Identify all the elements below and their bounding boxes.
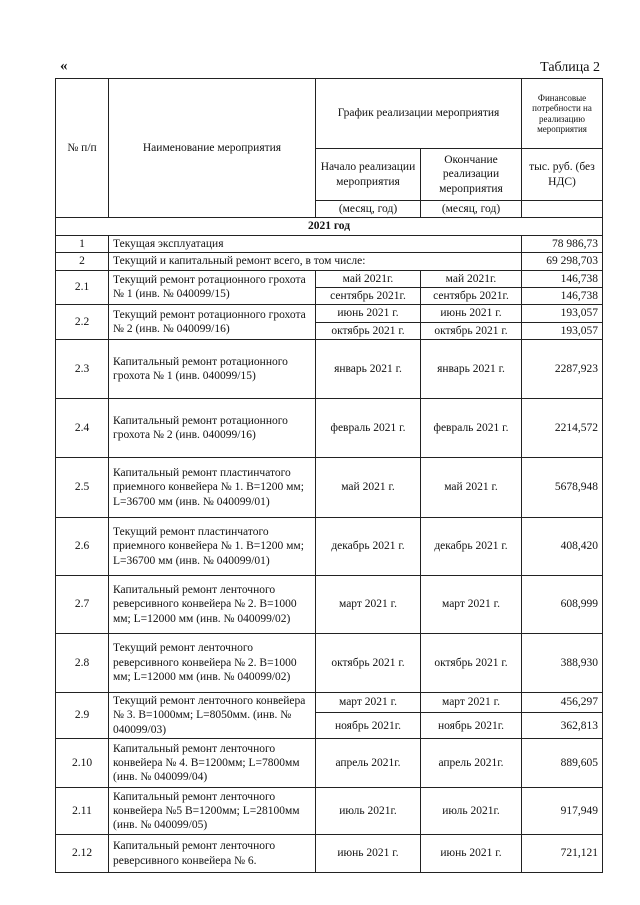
- row-num: 2.4: [56, 399, 109, 458]
- row-value: 456,297: [522, 693, 603, 713]
- row-name: Капитальный ремонт ленточного реверсивного конвейера № 2. B=1000 мм; L=12000 мм (инв. № 040099/02): [109, 576, 316, 634]
- table-row: [56, 518, 603, 576]
- row-num: 2: [56, 253, 109, 270]
- row-end: март 2021 г.: [421, 576, 522, 634]
- row-value: 917,949: [522, 788, 603, 835]
- row-end: май 2021г.: [421, 270, 522, 287]
- table-row: [56, 576, 603, 634]
- table-row: [56, 458, 603, 518]
- row-start: июнь 2021 г.: [316, 305, 421, 322]
- row-start: сентябрь 2021г.: [316, 287, 421, 304]
- row-start: июль 2021г.: [316, 788, 421, 835]
- row-value: 146,738: [522, 270, 603, 287]
- row-start: ноябрь 2021г.: [316, 713, 421, 739]
- row-end: сентябрь 2021г.: [421, 287, 522, 304]
- row-start: май 2021г.: [316, 270, 421, 287]
- row-value: 5678,948: [522, 458, 603, 518]
- row-name: Текущий ремонт ротационного грохота № 2 (инв. № 040099/16): [109, 305, 316, 340]
- row-num: 2.9: [56, 693, 109, 739]
- row-value: 408,420: [522, 518, 603, 576]
- row-end: декабрь 2021 г.: [421, 518, 522, 576]
- row-num: 2.8: [56, 634, 109, 693]
- row-start: октябрь 2021 г.: [316, 634, 421, 693]
- header-end: Окончание реализации мероприятия: [421, 149, 522, 201]
- row-name: Текущий ремонт ротационного грохота № 1 (инв. № 040099/15): [109, 270, 316, 305]
- row-value: 2287,923: [522, 340, 603, 399]
- row-num: 2.11: [56, 788, 109, 835]
- row-num: 2.5: [56, 458, 109, 518]
- row-name: Текущая эксплуатация: [109, 235, 522, 252]
- row-value: 2214,572: [522, 399, 603, 458]
- row-name: Текущий и капитальный ремонт всего, в том числе:: [109, 253, 522, 270]
- table-row: [56, 788, 603, 835]
- table-title: Таблица 2: [540, 60, 600, 75]
- row-end: июль 2021г.: [421, 788, 522, 835]
- row-value: 889,605: [522, 739, 603, 788]
- row-end: январь 2021 г.: [421, 340, 522, 399]
- row-start: июнь 2021 г.: [316, 835, 421, 873]
- table-row: [56, 399, 603, 458]
- header-month-year-end: (месяц, год): [421, 201, 522, 218]
- header-schedule: График реализации мероприятия: [316, 79, 522, 149]
- table-row: [56, 270, 603, 287]
- row-value: 146,738: [522, 287, 603, 304]
- row-start: апрель 2021г.: [316, 739, 421, 788]
- table-row: [56, 235, 603, 252]
- row-name: Капитальный ремонт ротационного грохота № 2 (инв. 040099/16): [109, 399, 316, 458]
- row-value: 193,057: [522, 305, 603, 322]
- row-name: Капитальный ремонт ленточного конвейера № 4. B=1200мм; L=7800мм (инв. № 040099/04): [109, 739, 316, 788]
- financial-needs-table: [55, 78, 603, 873]
- header-month-year-start: (месяц, год): [316, 201, 421, 218]
- row-start: февраль 2021 г.: [316, 399, 421, 458]
- header-empty-cell: [522, 201, 603, 218]
- row-name: Капитальный ремонт ленточного конвейера №5 B=1200мм; L=28100мм (инв. № 040099/05): [109, 788, 316, 835]
- header-name: Наименование мероприятия: [109, 79, 316, 218]
- row-start: январь 2021 г.: [316, 340, 421, 399]
- table-row: [56, 835, 603, 873]
- row-name: Капитальный ремонт ротационного грохота № 1 (инв. 040099/15): [109, 340, 316, 399]
- row-end: июнь 2021 г.: [421, 835, 522, 873]
- header-num: № п/п: [56, 79, 109, 218]
- row-num: 2.6: [56, 518, 109, 576]
- row-end: март 2021 г.: [421, 693, 522, 713]
- table-row: [56, 253, 603, 270]
- row-value: 193,057: [522, 322, 603, 339]
- row-num: 1: [56, 235, 109, 252]
- row-end: октябрь 2021 г.: [421, 634, 522, 693]
- row-value: 388,930: [522, 634, 603, 693]
- row-end: апрель 2021г.: [421, 739, 522, 788]
- row-num: 2.2: [56, 305, 109, 340]
- row-start: март 2021 г.: [316, 576, 421, 634]
- row-end: май 2021 г.: [421, 458, 522, 518]
- table-row: [56, 305, 603, 322]
- year-row: 2021 год: [56, 218, 603, 235]
- header-finance: Финансовые потребности на реализацию мероприятия: [522, 79, 603, 149]
- row-name: Капитальный ремонт ленточного реверсивного конвейера № 6.: [109, 835, 316, 873]
- row-start: октябрь 2021 г.: [316, 322, 421, 339]
- opening-quote-mark: «: [60, 58, 68, 74]
- row-start: март 2021 г.: [316, 693, 421, 713]
- row-value: 78 986,73: [522, 235, 603, 252]
- row-start: декабрь 2021 г.: [316, 518, 421, 576]
- row-value: 362,813: [522, 713, 603, 739]
- table-row: [56, 739, 603, 788]
- row-name: Текущий ремонт ленточного конвейера № 3. B=1000мм; L=8050мм. (инв. № 040099/03): [109, 693, 316, 739]
- row-name: Текущий ремонт ленточного реверсивного конвейера № 2. B=1000 мм; L=12000 мм (инв. № 040099/02): [109, 634, 316, 693]
- row-value: 69 298,703: [522, 253, 603, 270]
- row-value: 608,999: [522, 576, 603, 634]
- row-end: июнь 2021 г.: [421, 305, 522, 322]
- table-row: [56, 340, 603, 399]
- row-num: 2.7: [56, 576, 109, 634]
- header-start: Начало реализации мероприятия: [316, 149, 421, 201]
- row-num: 2.1: [56, 270, 109, 305]
- table-row: [56, 634, 603, 693]
- row-name: Капитальный ремонт пластинчатого приемного конвейера № 1. B=1200 мм; L=36700 мм (инв. № 040099/01): [109, 458, 316, 518]
- header-unit: тыс. руб. (без НДС): [522, 149, 603, 201]
- row-end: февраль 2021 г.: [421, 399, 522, 458]
- row-num: 2.12: [56, 835, 109, 873]
- row-value: 721,121: [522, 835, 603, 873]
- table-row: [56, 693, 603, 713]
- row-start: май 2021 г.: [316, 458, 421, 518]
- row-end: октябрь 2021 г.: [421, 322, 522, 339]
- row-end: ноябрь 2021г.: [421, 713, 522, 739]
- row-num: 2.10: [56, 739, 109, 788]
- row-num: 2.3: [56, 340, 109, 399]
- row-name: Текущий ремонт пластинчатого приемного конвейера № 1. B=1200 мм; L=36700 мм (инв. № 040099/01): [109, 518, 316, 576]
